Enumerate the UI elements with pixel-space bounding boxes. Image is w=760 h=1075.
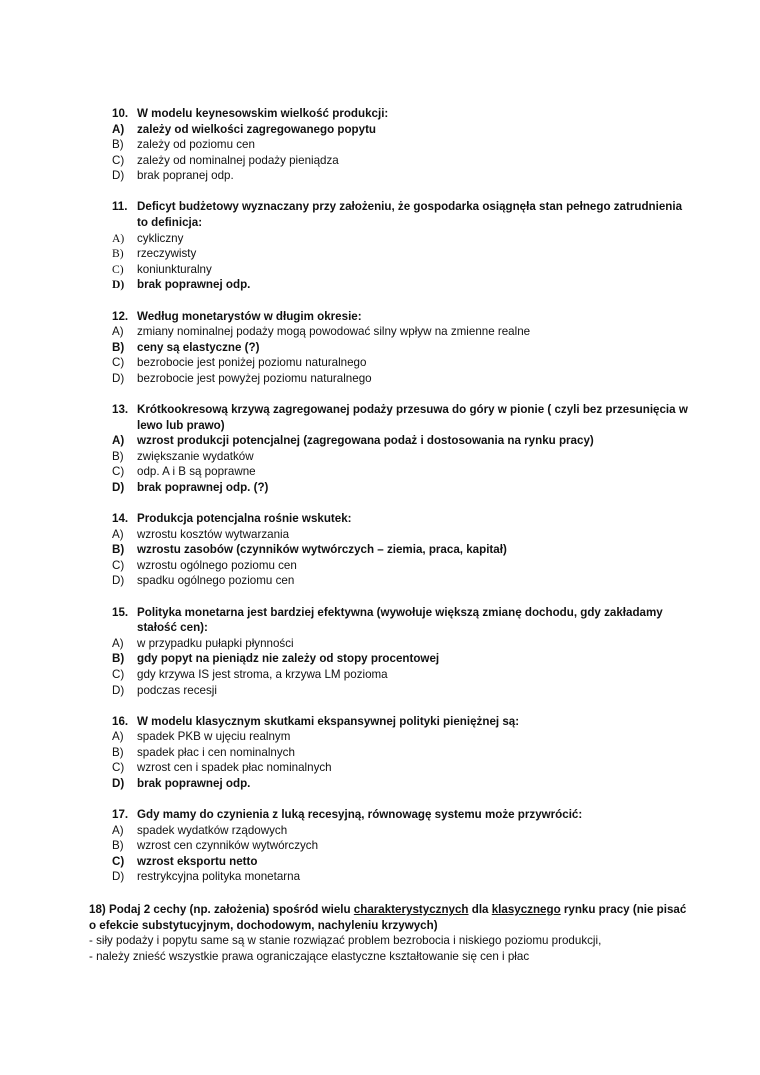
answer-text: spadku ogólnego poziomu cen <box>137 574 295 588</box>
question-list <box>112 106 692 901</box>
answer-text: koniunkturalny <box>137 262 212 276</box>
question-text: W modelu klasycznym skutkami ekspansywnej polityki pieniężnej są: <box>137 714 520 728</box>
question-number: 11. <box>112 200 128 214</box>
answer-option <box>112 433 692 449</box>
q18-answer-line-1: - siły podaży i popytu same są w stanie rozwiązać problem bezrobocia i niskiego poziomu produkcji, <box>89 934 602 948</box>
answer-option <box>112 355 692 371</box>
question-10 <box>112 106 692 184</box>
answer-text: brak popranej odp. <box>137 169 234 183</box>
answer-option <box>112 573 692 589</box>
answer-letter: D) <box>112 480 125 494</box>
answer-letter: D) <box>112 683 125 697</box>
answer-letter: A) <box>112 122 125 136</box>
question-11 <box>112 199 692 293</box>
answer-text: wzrost cen i spadek płac nominalnych <box>137 761 332 775</box>
answer-text: zależy od poziomu cen <box>137 138 255 152</box>
answer-option <box>112 667 692 683</box>
answer-option <box>112 480 692 496</box>
answer-text: zależy od nominalnej podaży pieniądza <box>137 153 339 167</box>
question-text: Polityka monetarna jest bardziej efektywna (wywołuje większą zmianę dochodu, gdy zakładamy stałość cen): <box>137 605 663 635</box>
question-14 <box>112 511 692 589</box>
answer-option <box>112 527 692 543</box>
answer-option <box>112 636 692 652</box>
question-number: 15. <box>112 605 129 619</box>
answer-text: podczas recesji <box>137 683 217 697</box>
question-18 <box>89 902 689 964</box>
answer-letter: D) <box>112 169 125 183</box>
q18-part2: dla <box>468 903 492 916</box>
answer-text: wzrost cen czynników wytwórczych <box>137 839 319 853</box>
answer-option <box>112 246 692 262</box>
answer-option <box>112 838 692 854</box>
answer-option <box>112 168 692 184</box>
question-text: Produkcja potencjalna rośnie wskutek: <box>137 512 352 526</box>
answer-text: rzeczywisty <box>137 247 197 261</box>
answer-letter: B) <box>112 652 125 666</box>
answer-option <box>112 371 692 387</box>
answer-option <box>112 729 692 745</box>
question-text: Deficyt budżetowy wyznaczany przy założeniu, że gospodarka osiągnęła stan pełnego zatrudnienia to definicja: <box>137 200 683 230</box>
answer-letter: D) <box>112 870 125 884</box>
answer-text: spadek wydatków rządowych <box>137 823 288 837</box>
q18-part3: rynku pracy (nie pisać o efekcie substytucyjnym, dochodowym, nachyleniu krzywych) <box>89 903 687 932</box>
answer-letter: B) <box>112 247 124 261</box>
answer-letter: C) <box>112 854 125 868</box>
question-18-text <box>89 902 689 933</box>
answer-letter: B) <box>112 449 124 463</box>
answer-text: spadek PKB w ujęciu realnym <box>137 730 291 744</box>
question-number: 16. <box>112 714 129 728</box>
answer-text: wzrostu zasobów (czynników wytwórczych – ziemia, praca, kapitał) <box>137 543 507 557</box>
answer-text: restrykcyjna polityka monetarna <box>137 870 301 884</box>
answer-letter: C) <box>112 558 125 572</box>
q18-answer-line-2: - należy znieść wszystkie prawa ograniczające elastyczne kształtowanie się cen i płac <box>89 949 530 963</box>
answer-text: wzrost eksportu netto <box>137 854 258 868</box>
question-number: 12. <box>112 309 129 323</box>
answer-text: bezrobocie jest poniżej poziomu naturalnego <box>137 356 367 370</box>
answer-text: spadek płac i cen nominalnych <box>137 745 295 759</box>
answer-text: odp. A i B są poprawne <box>137 465 256 479</box>
answer-letter: A) <box>112 325 124 339</box>
answer-letter: D) <box>112 776 125 790</box>
q18-underlined-2: klasycznego <box>491 903 561 916</box>
answer-option <box>112 869 692 885</box>
answer-text: bezrobocie jest powyżej poziomu naturalnego <box>137 371 372 385</box>
question-16 <box>112 714 692 792</box>
question-text: W modelu keynesowskim wielkość produkcji: <box>137 107 389 120</box>
answer-option <box>112 449 692 465</box>
answer-letter: B) <box>112 839 124 853</box>
answer-text: gdy krzywa IS jest stroma, a krzywa LM pozioma <box>137 667 388 681</box>
question-header <box>112 199 692 230</box>
answer-option <box>112 137 692 153</box>
answer-letter: B) <box>112 543 125 557</box>
answer-text: ceny są elastyczne (?) <box>137 340 260 354</box>
answer-letter: A) <box>112 636 124 650</box>
question-13 <box>112 402 692 496</box>
answer-option <box>112 324 692 340</box>
answer-letter: A) <box>112 527 124 541</box>
answer-text: brak poprawnej odp. <box>137 278 251 292</box>
answer-option <box>112 745 692 761</box>
question-header <box>112 714 692 730</box>
q18-part1: 18) Podaj 2 cechy (np. założenia) spośród wielu <box>89 903 354 916</box>
answer-option <box>112 231 692 247</box>
question-number: 17. <box>112 808 129 822</box>
answer-letter: A) <box>112 231 125 245</box>
answer-letter: C) <box>112 465 125 479</box>
answer-option <box>112 823 692 839</box>
answer-text: wzrostu kosztów wytwarzania <box>137 527 290 541</box>
question-header <box>112 807 692 823</box>
answer-text: brak poprawnej odp. <box>137 776 251 790</box>
answer-letter: D) <box>112 278 125 292</box>
question-15 <box>112 605 692 699</box>
answer-text: zależy od wielkości zagregowanego popytu <box>137 122 377 136</box>
answer-option <box>112 277 692 293</box>
answer-option <box>112 760 692 776</box>
question-header <box>112 106 692 122</box>
question-text: Gdy mamy do czynienia z luką recesyjną, równowagę systemu może przywrócić: <box>137 808 583 822</box>
question-header <box>112 309 692 325</box>
answer-text: zwiększanie wydatków <box>137 449 254 463</box>
question-text: Krótkookresową krzywą zagregowanej podaży przesuwa do góry w pionie ( czyli bez przesunięcia w lewo lub prawo) <box>137 403 688 432</box>
question-header <box>112 605 692 636</box>
answer-option <box>112 776 692 792</box>
answer-text: zmiany nominalnej podaży mogą powodować silny wpływ na zmienne realne <box>137 325 531 339</box>
question-text: Według monetarystów w długim okresie: <box>137 309 362 323</box>
answer-letter: A) <box>112 823 124 837</box>
question-12 <box>112 309 692 387</box>
answer-option <box>112 651 692 667</box>
answer-letter: C) <box>112 667 125 681</box>
answer-text: cykliczny <box>137 231 184 245</box>
answer-letter: D) <box>112 371 125 385</box>
question-header <box>112 402 692 433</box>
answer-option <box>112 464 692 480</box>
question-header <box>112 511 692 527</box>
answer-letter: B) <box>112 138 124 152</box>
answer-letter: A) <box>112 434 125 448</box>
answer-option <box>112 683 692 699</box>
q18-underlined-1: charakterystycznych <box>353 903 469 916</box>
answer-text: wzrost produkcji potencjalnej (zagregowana podaż i dostosowania na rynku pracy) <box>137 434 594 448</box>
question-number: 13. <box>112 403 129 416</box>
answer-option <box>112 122 692 138</box>
answer-text: brak poprawnej odp. (?) <box>137 480 269 494</box>
answer-option <box>112 558 692 574</box>
answer-option <box>112 262 692 278</box>
answer-text: wzrostu ogólnego poziomu cen <box>137 558 297 572</box>
question-number: 10. <box>112 107 129 120</box>
answer-letter: C) <box>112 356 125 370</box>
answer-letter: D) <box>112 574 125 588</box>
answer-letter: C) <box>112 153 125 167</box>
question-17 <box>112 807 692 885</box>
question-number: 14. <box>112 512 129 526</box>
answer-option <box>112 542 692 558</box>
answer-option <box>112 340 692 356</box>
answer-letter: B) <box>112 745 124 759</box>
answer-text: gdy popyt na pieniądz nie zależy od stopy procentowej <box>137 652 440 666</box>
answer-letter: B) <box>112 340 125 354</box>
answer-letter: C) <box>112 262 124 276</box>
answer-option <box>112 153 692 169</box>
answer-text: w przypadku pułapki płynności <box>137 636 294 650</box>
answer-option <box>112 854 692 870</box>
answer-letter: C) <box>112 761 125 775</box>
answer-letter: A) <box>112 730 124 744</box>
